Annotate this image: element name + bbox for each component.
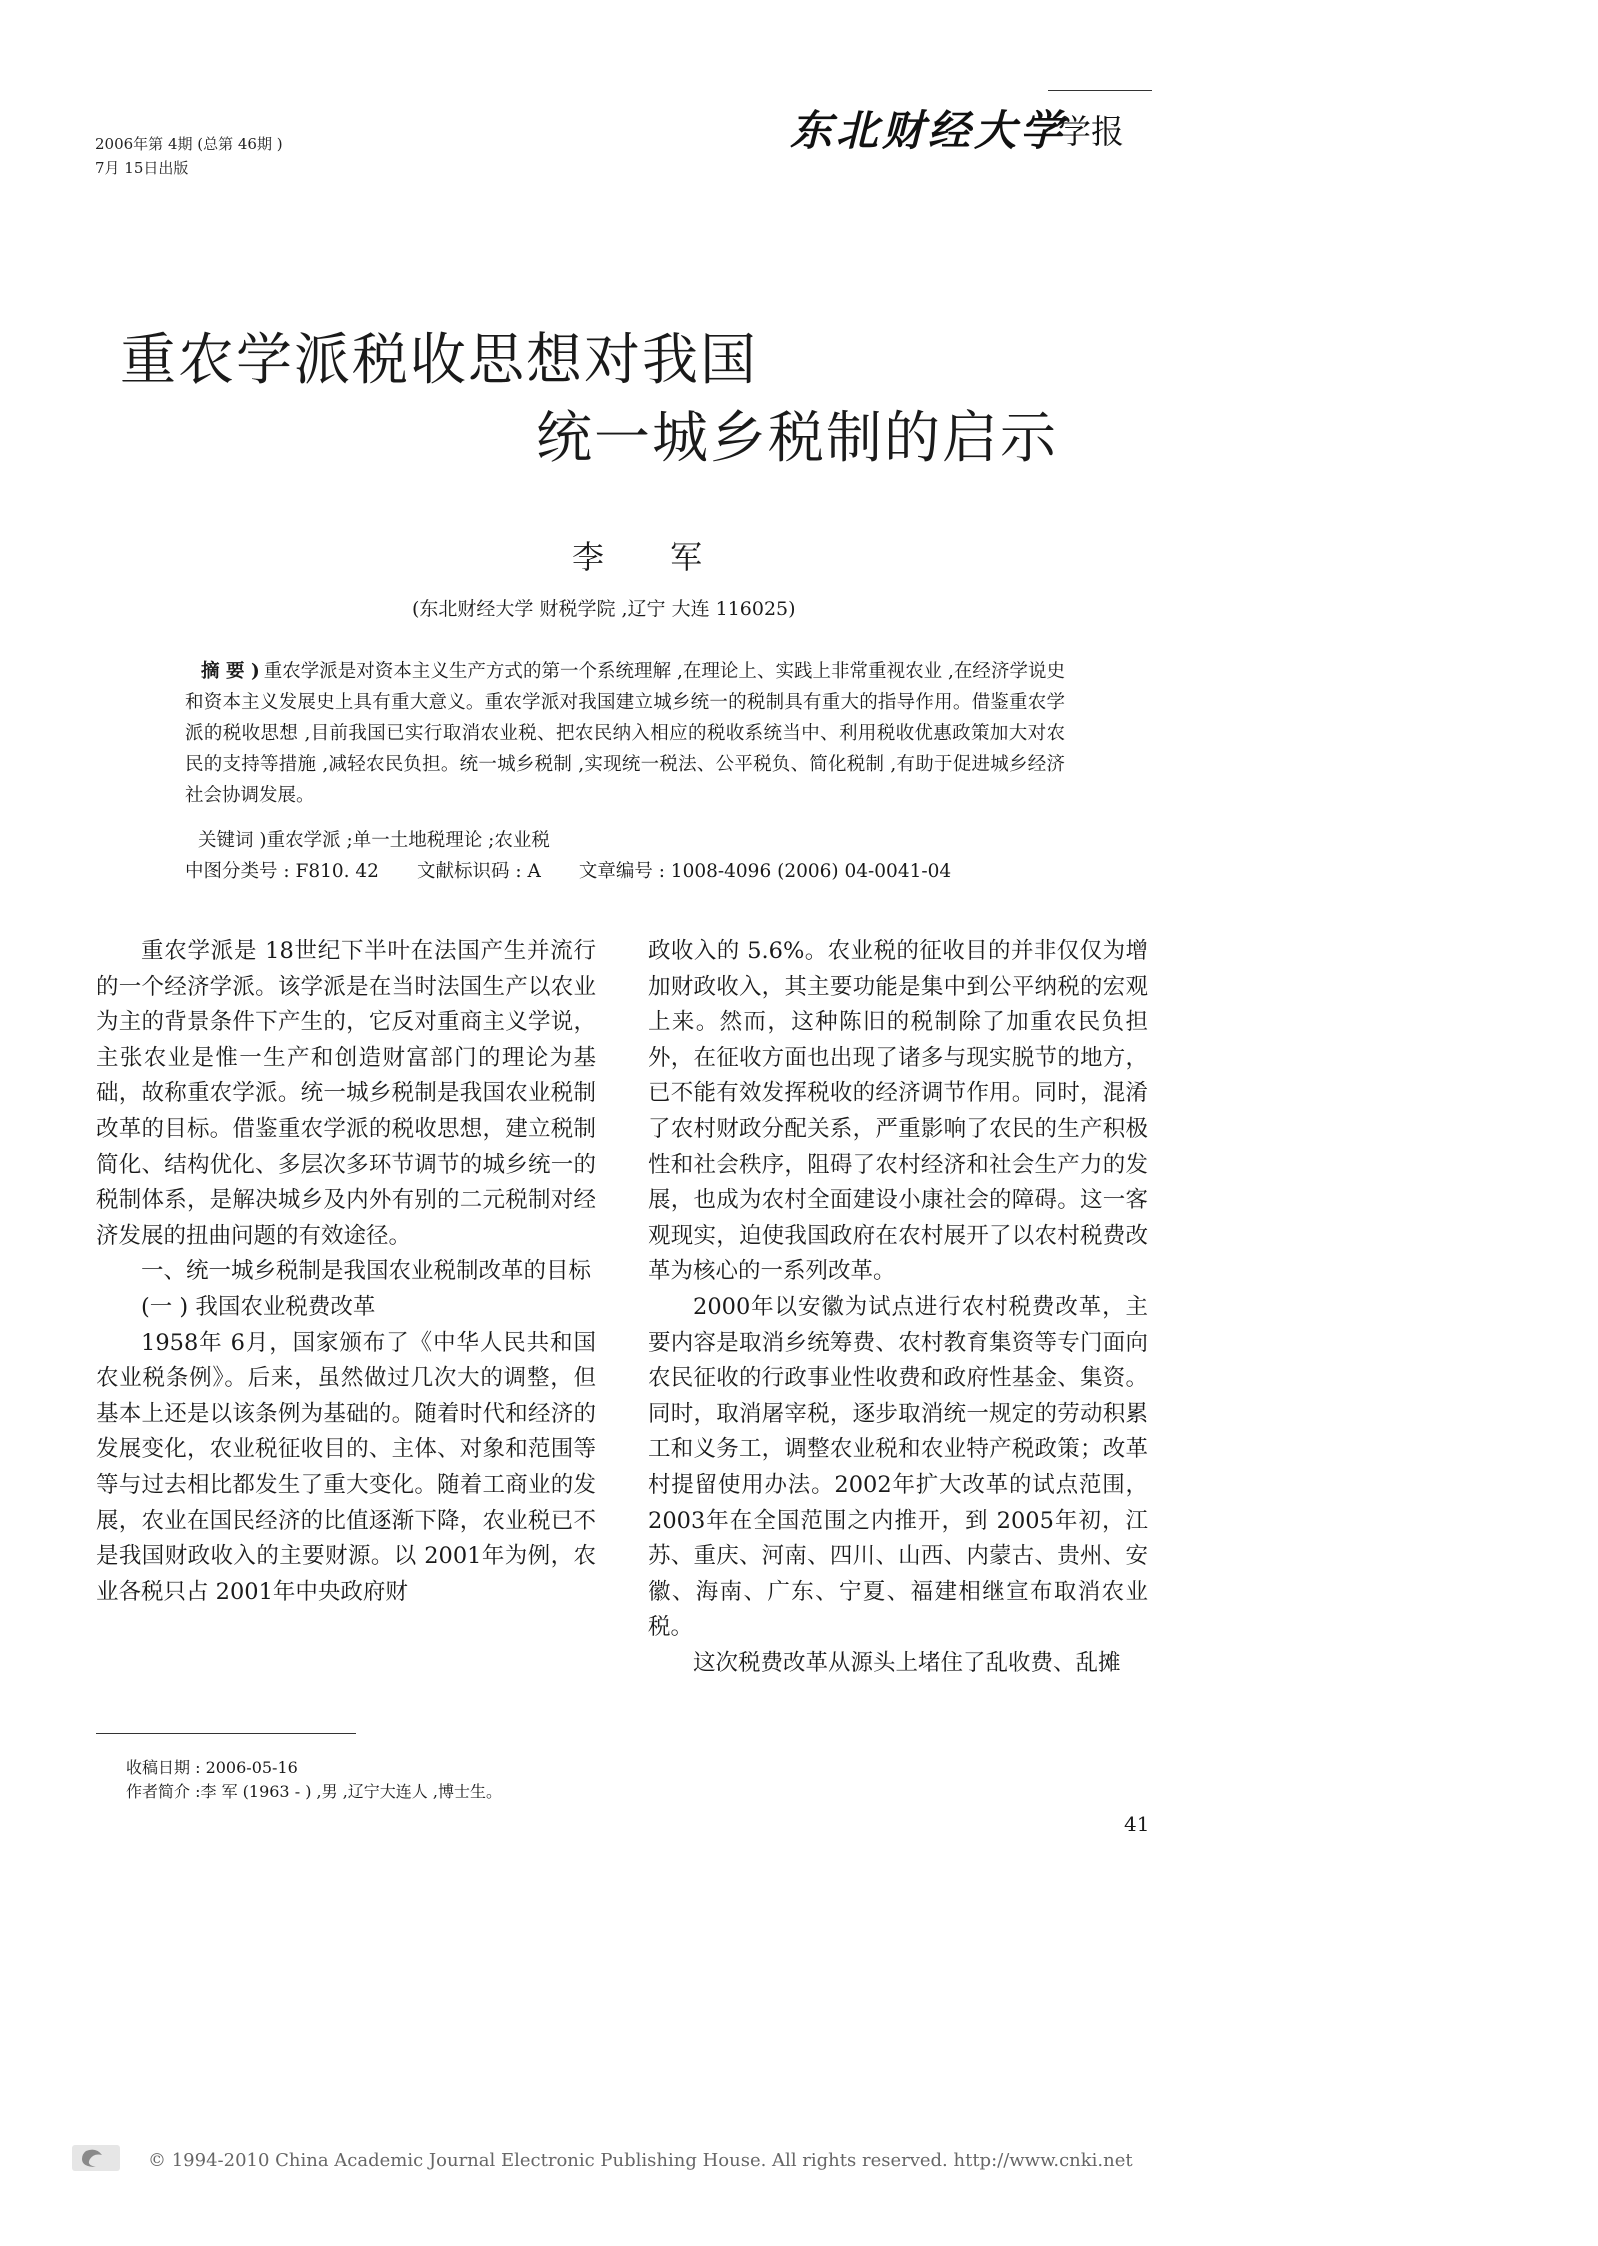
journal-logo: 东北财经大学 [790, 106, 1067, 155]
body-paragraph: 这次税费改革从源头上堵住了乱收费、乱摊 [693, 1649, 1121, 1676]
article-title-line1: 重农学派税收思想对我国 [120, 328, 758, 393]
classification-line [185, 857, 989, 883]
issue-date: 7月 15日出版 [95, 159, 189, 177]
footnote-rule [96, 1733, 356, 1734]
footnote [126, 1756, 502, 1804]
keywords: 关键词 )重农学派 ;单一土地税理论 ;农业税 [198, 830, 550, 851]
abstract-label: 摘 要 ) [201, 661, 260, 682]
article-title-line2: 统一城乡税制的启示 [536, 406, 1058, 471]
affiliation: (东北财经大学 财税学院 ,辽宁 大连 116025) [412, 598, 796, 620]
body-paragraph: 2000年以安徽为试点进行农村税费改革，主要内容是取消乡统筹费、农村教育集资等专门面向农民征收的行政事业性收费和政府性基金、集资。同时，取消屠宰税，逐步取消统一规定的劳动积累工和义务工，调整农业税和农业特产税政策；改革村提留使用办法。2002年扩大改革的试点范围，2003年在全国范围之内推开，到 2005年初，江苏、重庆、河南、四川、山西、内蒙古、贵州、安徽、海南、广东、宁夏、福建相继宣布取消农业税。 [648, 1293, 1148, 1641]
issue-info [95, 132, 283, 180]
masthead-rule [1048, 90, 1152, 91]
clc-number: 中图分类号 : F810. 42 [185, 861, 379, 882]
body-paragraph: 重农学派是 18世纪下半叶在法国产生并流行的一个经济学派。该学派是在当时法国生产以农业为主的背景条件下产生的，它反对重商主义学说，主张农业是惟一生产和创造财富部门的理论为基础，故称重农学派。统一城乡税制是我国农业税制改革的目标。借鉴重农学派的税收思想，建立税制简化、结构优化、多层次多环节调节的城乡统一的税制体系，是解决城乡及内外有别的二元税制对经济发展的扭曲问题的有效途径。 [96, 938, 596, 1249]
issue-number: 2006年第 4期 (总第 46期 ) [95, 135, 283, 153]
page-number: 41 [1124, 1812, 1150, 1836]
abstract-paragraph [185, 656, 1065, 811]
document-code: 文献标识码 : A [416, 861, 541, 882]
body-column-right [648, 934, 1148, 1681]
body-column-left [96, 934, 596, 1610]
author-bio: 作者简介 :李 军 (1963 - ) ,男 ,辽宁大连人 ,博士生。 [126, 1782, 502, 1801]
article-number: 文章编号 : 1008-4096 (2006) 04-0041-04 [578, 861, 952, 882]
section-heading: 一、统一城乡税制是我国农业税制改革的目标 [141, 1258, 592, 1285]
abstract [185, 656, 1065, 811]
abstract-text: 重农学派是对资本主义生产方式的第一个系统理解 ,在理论上、实践上非常重视农业 ,在经济学说史和资本主义发展史上具有重大意义。重农学派对我国建立城乡统一的税制具有重大的指导作用。借鉴重农学派的税收思想 ,目前我国已实行取消农业税、把农民纳入相应的税收系统当中、利用税收优惠政策加大对农民的支持等措施 ,减轻农民负担。统一城乡税制 ,实现统一税法、公平税负、简化税制 ,有助于促进城乡经济社会协调发展。 [185, 661, 1065, 806]
journal-tag: 学报 [1058, 112, 1124, 151]
subsection-heading: (一 ) 我国农业税费改革 [141, 1293, 376, 1320]
body-paragraph: 1958年 6月，国家颁布了《中华人民共和国农业税条例》。后来，虽然做过几次大的调整，但基本上还是以该条例为基础的。随着时代和经济的发展变化，农业税征收目的、主体、对象和范围等等与过去相比都发生了重大变化。随着工商业的发展，农业在国民经济的比值逐渐下降，农业税已不是我国财政收入的主要财源。以 2001年为例，农业各税只占 2001年中央政府财 [96, 1329, 596, 1605]
received-date: 收稿日期 : 2006-05-16 [126, 1758, 298, 1777]
body-paragraph: 政收入的 5.6%。农业税的征收目的并非仅仅为增加财政收入，其主要功能是集中到公平纳税的宏观上来。然而，这种陈旧的税制除了加重农民负担外，在征收方面也出现了诸多与现实脱节的地方，已不能有效发挥税收的经济调节作用。同时，混淆了农村财政分配关系，严重影响了农民的生产积极性和社会秩序，阻碍了农村经济和社会生产力的发展，也成为农村全面建设小康社会的障碍。这一客观现实，迫使我国政府在农村展开了以农村税费改革为核心的一系列改革。 [648, 938, 1148, 1285]
copyright-notice: © 1994-2010 China Academic Journal Electronic Publishing House. All rights reserved. http://www.cnki.net [148, 2150, 1133, 2171]
author-name: 李 军 [572, 538, 731, 576]
cnki-logo-icon [72, 2145, 120, 2171]
